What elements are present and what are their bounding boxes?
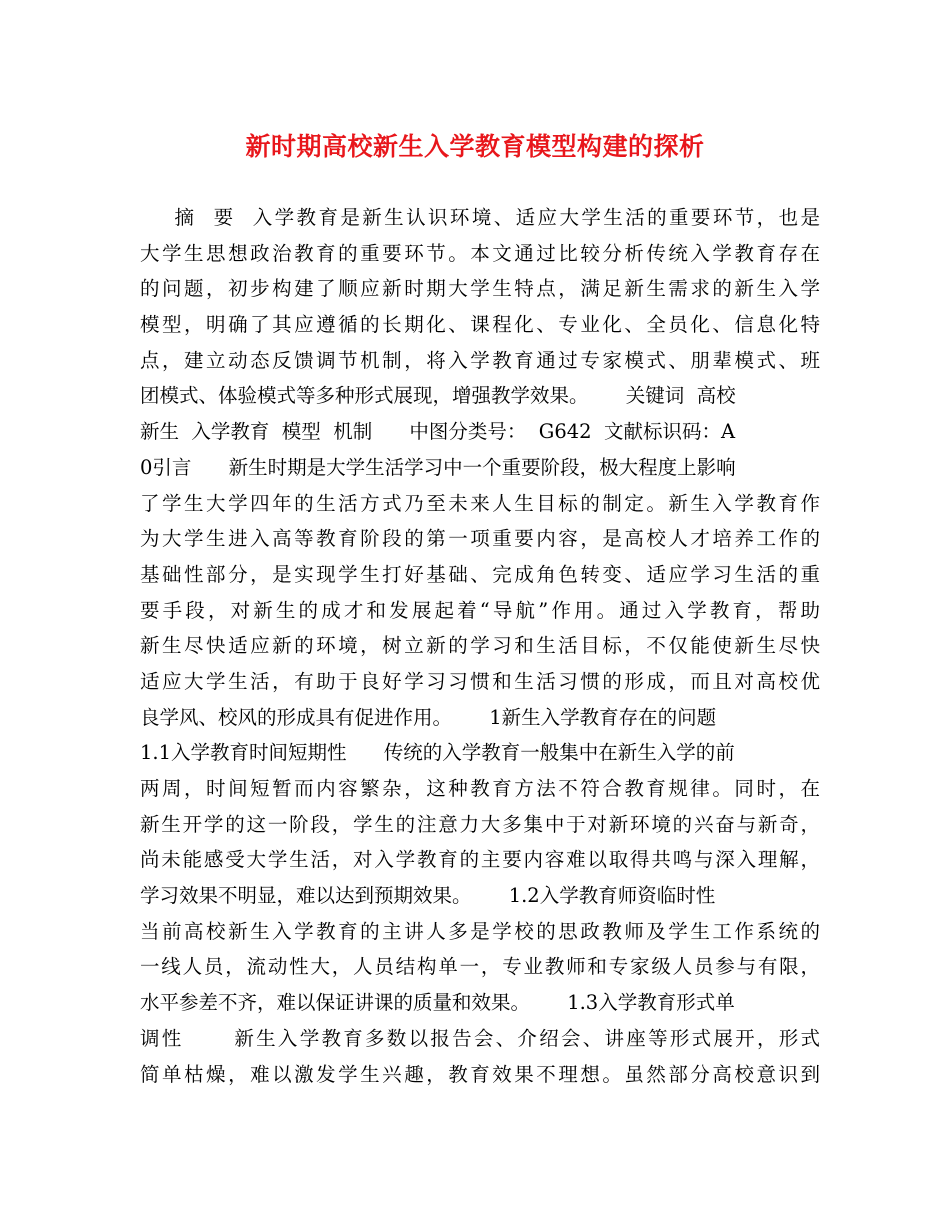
body-line: 当前高校新生入学教育的主讲人多是学校的思政教师及学生工作系统的: [140, 919, 820, 943]
body-line: 调性 新生入学教育多数以报告会、介绍会、讲座等形式展开，形式: [140, 1026, 820, 1050]
body-line: 为大学生进入高等教育阶段的第一项重要内容，是高校人才培养工作的: [140, 527, 820, 551]
body-line: 新生 入学教育 模型 机制 中图分类号： G642 文献标识码：A: [140, 420, 736, 444]
document-title: 新时期高校新生入学教育模型构建的探析: [245, 132, 705, 161]
document-body: [140, 200, 820, 1092]
body-line: 良学风、校风的形成具有促进作用。 1新生入学教育存在的问题: [140, 705, 717, 729]
body-line: 新生尽快适应新的环境，树立新的学习和生活目标，不仅能使新生尽快: [140, 634, 820, 658]
body-line: 的问题，初步构建了顺应新时期大学生特点，满足新生需求的新生入学: [140, 277, 820, 301]
body-line: 水平参差不齐，难以保证讲课的质量和效果。 1.3入学教育形式单: [140, 991, 735, 1015]
body-line: 一线人员，流动性大，人员结构单一，专业教师和专家级人员参与有限，: [140, 955, 820, 979]
body-line: 了学生大学四年的生活方式乃至未来人生目标的制定。新生入学教育作: [140, 491, 820, 515]
body-line: 学习效果不明显，难以达到预期效果。 1.2入学教育师资临时性: [140, 884, 716, 908]
body-line: 摘 要 入学教育是新生认识环境、适应大学生活的重要环节，也是: [140, 206, 820, 229]
body-line: 模型，明确了其应遵循的长期化、课程化、专业化、全员化、信息化特: [140, 313, 820, 337]
body-line: 要手段，对新生的成才和发展起着“导航”作用。通过入学教育，帮助: [140, 598, 820, 622]
body-line: 适应大学生活，有助于良好学习习惯和生活习惯的形成，而且对高校优: [140, 669, 820, 693]
body-line: 两周，时间短暂而内容繁杂，这种教育方法不符合教育规律。同时，在: [140, 777, 820, 800]
body-line: 点，建立动态反馈调节机制，将入学教育通过专家模式、朋辈模式、班: [140, 348, 820, 372]
body-line: 简单枯燥，难以激发学生兴趣，教育效果不理想。虽然部分高校意识到: [140, 1062, 820, 1086]
body-line: 团模式、体验模式等多种形式展现，增强教学效果。 关键词 高校: [140, 384, 736, 408]
body-line: 1.1入学教育时间短期性 传统的入学教育一般集中在新生入学的前: [140, 741, 735, 765]
body-line: 尚未能感受大学生活，对入学教育的主要内容难以取得共鸣与深入理解，: [140, 848, 820, 872]
body-line: 0引言 新生时期是大学生活学习中一个重要阶段，极大程度上影响: [140, 455, 736, 479]
body-line: 新生开学的这一阶段，学生的注意力大多集中于对新环境的兴奋与新奇，: [140, 812, 820, 836]
body-line: 基础性部分，是实现学生打好基础、完成角色转变、适应学习生活的重: [140, 562, 820, 586]
body-line: 大学生思想政治教育的重要环节。本文通过比较分析传统入学教育存在: [140, 241, 820, 265]
